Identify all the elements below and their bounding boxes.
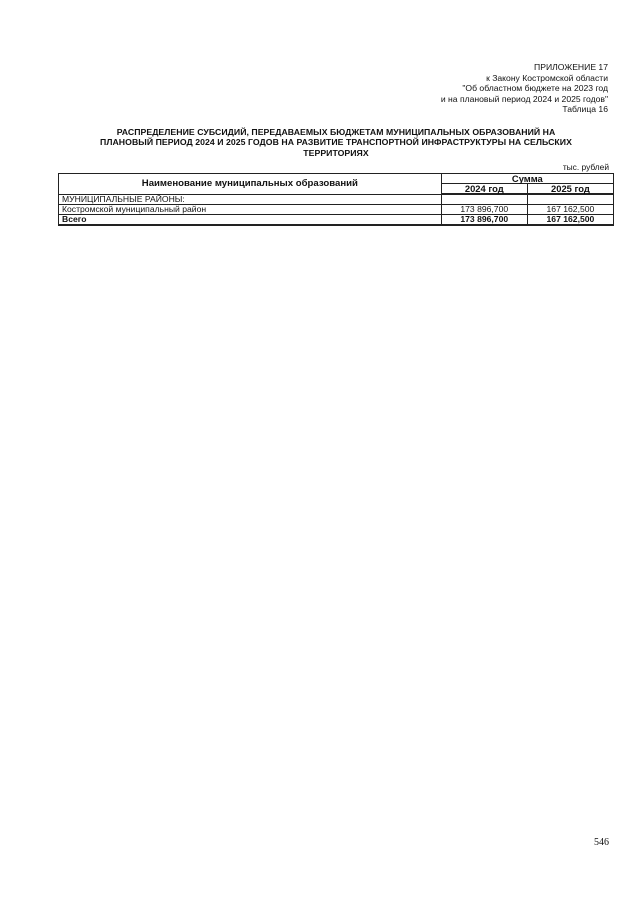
total-label: Всего — [59, 215, 442, 226]
title-line-2: ПЛАНОВЫЙ ПЕРИОД 2024 И 2025 ГОДОВ НА РАЗВИТИЕ ТРАНСПОРТНОЙ ИНФРАСТРУКТУРЫ НА СЕЛЬСКИХ — [100, 137, 572, 148]
appendix-law-title-2: и на плановый период 2024 и 2025 годов" — [440, 93, 608, 104]
name-column-header: Наименование муниципальных образований — [59, 174, 442, 195]
subsidy-table — [58, 173, 614, 226]
title-line-3: ТЕРРИТОРИЯХ — [303, 147, 369, 158]
title-line-1: РАСПРЕДЕЛЕНИЕ СУБСИДИЙ, ПЕРЕДАВАЕМЫХ БЮДЖЕТАМ МУНИЦИПАЛЬНЫХ ОБРАЗОВАНИЙ НА — [116, 127, 556, 137]
section-empty-cell — [527, 194, 613, 205]
total-row — [59, 215, 614, 226]
table-header-row — [59, 174, 614, 184]
table-row — [59, 205, 614, 215]
section-row — [59, 194, 614, 205]
amount-2024: 173 896,700 — [441, 205, 527, 215]
year-2024-header: 2024 год — [441, 184, 527, 195]
sum-column-header: Сумма — [441, 174, 613, 184]
table-number: Таблица 16 — [562, 104, 608, 115]
total-2025: 167 162,500 — [527, 215, 613, 226]
municipality-name: Костромской муниципальный район — [59, 205, 442, 215]
section-empty-cell — [441, 194, 527, 205]
appendix-header — [441, 62, 608, 115]
year-2025-header: 2025 год — [527, 184, 613, 195]
total-2024: 173 896,700 — [441, 215, 527, 226]
units-label: тыс. рублей — [562, 162, 609, 172]
appendix-law-title-1: "Об областном бюджете на 2023 год — [462, 83, 608, 94]
appendix-law-ref: к Закону Костромской области — [486, 72, 608, 83]
section-label: МУНИЦИПАЛЬНЫЕ РАЙОНЫ: — [59, 194, 442, 205]
amount-2025: 167 162,500 — [527, 205, 613, 215]
page-number: 546 — [594, 837, 609, 848]
document-title — [58, 127, 614, 158]
appendix-number: ПРИЛОЖЕНИЕ 17 — [534, 62, 608, 72]
